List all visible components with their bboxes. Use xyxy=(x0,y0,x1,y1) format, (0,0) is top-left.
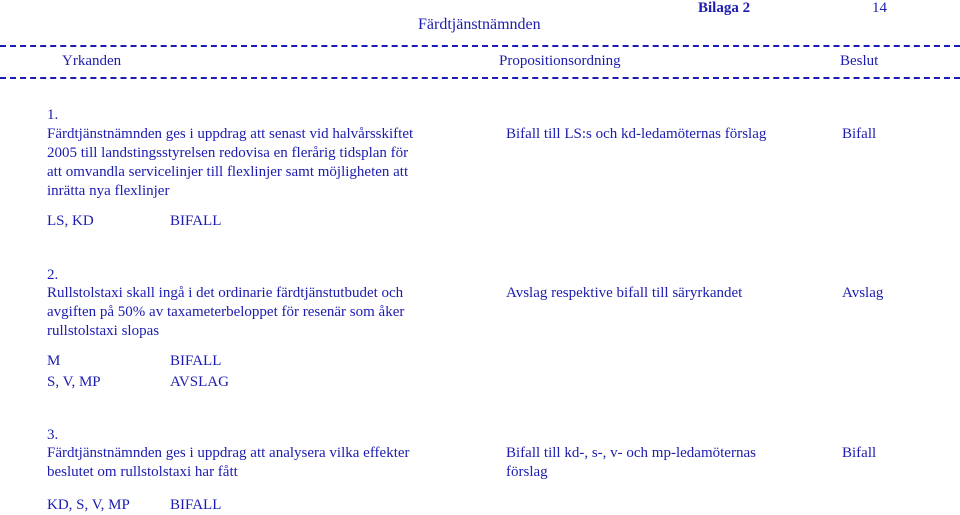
vote-party: KD, S, V, MP xyxy=(47,497,130,513)
vote-result: AVSLAG xyxy=(170,374,229,390)
motion-line: 2005 till landstingsstyrelsen redovisa en flerårig tidsplan för xyxy=(47,145,409,161)
item-number: 3. xyxy=(47,427,59,443)
header-divider-top xyxy=(0,45,960,47)
vote-party: LS, KD xyxy=(47,213,94,229)
attachment-label: Bilaga 2 xyxy=(698,0,751,16)
proposition-text xyxy=(506,444,806,482)
proposition-line: Bifall till LS:s och kd-ledamöternas förslag xyxy=(506,126,767,142)
vote-party: M xyxy=(47,353,61,369)
item-number: 2. xyxy=(47,267,59,283)
motion-text xyxy=(47,444,437,482)
motion-line: beslutet om rullstolstaxi har fått xyxy=(47,464,238,480)
motion-line: att omvandla servicelinjer till flexlinjer samt möjligheten att xyxy=(47,164,409,180)
motion-line: Rullstolstaxi skall ingå i det ordinarie färdtjänstutbudet och xyxy=(47,285,404,301)
document-title: Färdtjänstnämnden xyxy=(418,16,541,33)
column-header-propositionsordning: Propositionsordning xyxy=(499,53,621,69)
column-header-beslut: Beslut xyxy=(840,53,879,69)
proposition-line: Bifall till kd-, s-, v- och mp-ledamöternas xyxy=(506,445,756,461)
motion-line: inrätta nya flexlinjer xyxy=(47,183,170,199)
column-header-yrkanden: Yrkanden xyxy=(62,53,122,69)
vote-result: BIFALL xyxy=(170,213,222,229)
motion-line: Färdtjänstnämnden ges i uppdrag att senast vid halvårsskiftet xyxy=(47,126,414,142)
motion-text xyxy=(47,284,437,341)
decision-text: Avslag xyxy=(842,285,884,301)
decision-text: Bifall xyxy=(842,126,877,142)
motion-line: rullstolstaxi slopas xyxy=(47,323,160,339)
page-number: 14 xyxy=(872,0,887,16)
motion-text xyxy=(47,125,437,201)
decision-text: Bifall xyxy=(842,445,877,461)
proposition-text xyxy=(506,284,806,303)
proposition-line: Avslag respektive bifall till säryrkandet xyxy=(506,285,743,301)
motion-line: avgiften på 50% av taxameterbeloppet för resenär som åker xyxy=(47,304,405,320)
vote-result: BIFALL xyxy=(170,353,222,369)
item-number: 1. xyxy=(47,107,59,123)
vote-party: S, V, MP xyxy=(47,374,101,390)
proposition-text xyxy=(506,125,806,144)
motion-line: Färdtjänstnämnden ges i uppdrag att analysera vilka effekter xyxy=(47,445,410,461)
proposition-line: förslag xyxy=(506,464,548,480)
vote-result: BIFALL xyxy=(170,497,222,513)
header-divider-bottom xyxy=(0,77,960,79)
